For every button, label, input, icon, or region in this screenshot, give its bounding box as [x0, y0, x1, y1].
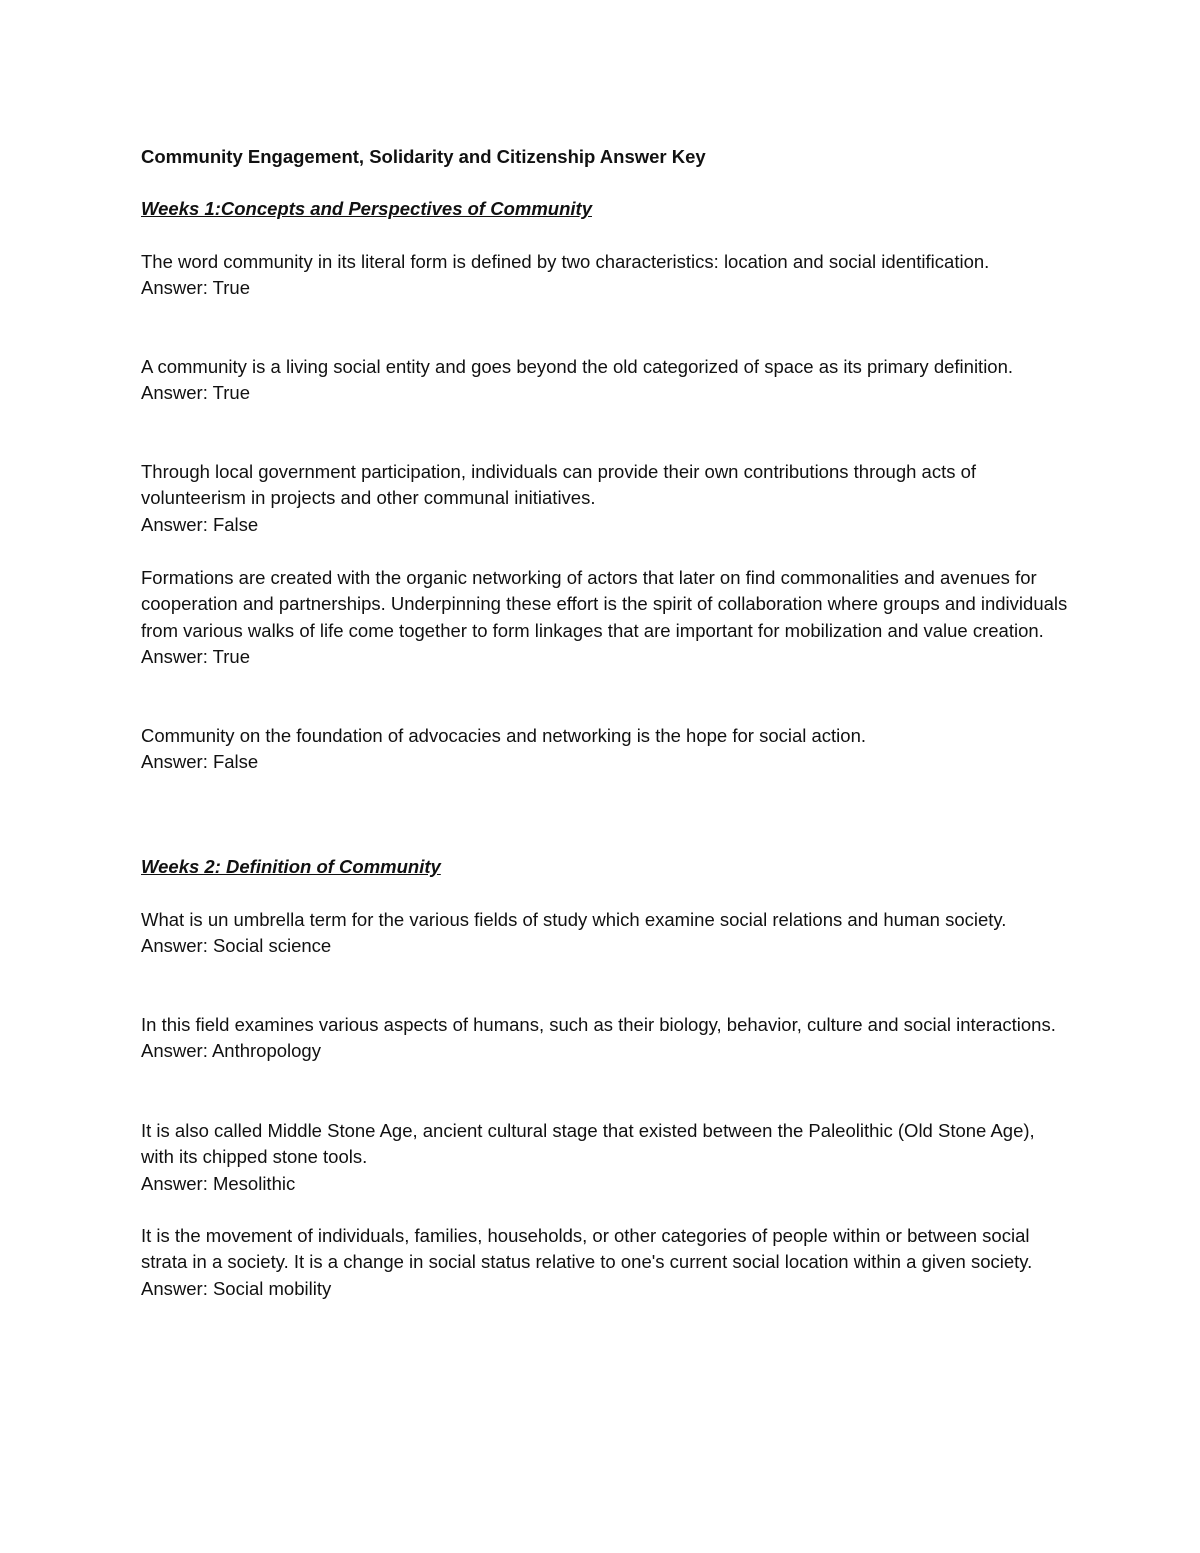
qa-item: [141, 354, 1071, 407]
qa-item: [141, 565, 1071, 670]
question-text: A community is a living social entity and goes beyond the old categorized of space as its primary definition.: [141, 356, 1014, 377]
question-text: What is un umbrella term for the various fields of study which examine social relations and human society.: [141, 909, 1007, 930]
answer-text: Answer: False: [141, 513, 259, 535]
answer-text: Answer: True: [141, 382, 250, 404]
question-text: Community on the foundation of advocacies and networking is the hope for social action.: [141, 725, 867, 746]
answer-text: Answer: Anthropology: [141, 1040, 321, 1062]
qa-item: [141, 907, 1071, 960]
answer-text: Answer: True: [141, 277, 250, 299]
answer-text: Answer: Mesolithic: [141, 1172, 296, 1194]
qa-item: [141, 249, 1071, 302]
document-title: Community Engagement, Solidarity and Citizenship Answer Key: [141, 146, 706, 167]
qa-item: [141, 1223, 1071, 1302]
question-text: It is the movement of individuals, families, households, or other categories of people within or between social strata in a society. It is a change in social status relative to one's current social location within a given society.: [141, 1225, 1033, 1273]
answer-text: Answer: Social science: [141, 935, 332, 957]
answer-text: Answer: True: [141, 645, 250, 667]
qa-item: [141, 1012, 1071, 1065]
question-text: In this field examines various aspects of humans, such as their biology, behavior, culture and social interactions.: [141, 1014, 1056, 1035]
answer-text: Answer: False: [141, 751, 259, 773]
question-text: Formations are created with the organic networking of actors that later on find commonalities and avenues for cooperation and partnerships. Underpinning these effort is the spirit of collaboration where groups and individuals from various walks of life come together to form linkages that are important for mobilization and value creation.: [141, 567, 1068, 641]
qa-item: [141, 1118, 1071, 1197]
qa-item: [141, 459, 1071, 538]
section-heading-week-1: Weeks 1:Concepts and Perspectives of Community: [141, 198, 592, 219]
section-heading-week-2: Weeks 2: Definition of Community: [141, 856, 441, 877]
question-text: The word community in its literal form is defined by two characteristics: location and social identification.: [141, 251, 990, 272]
answer-text: Answer: Social mobility: [141, 1277, 332, 1299]
question-text: Through local government participation, individuals can provide their own contributions through acts of volunteerism in projects and other communal initiatives.: [141, 461, 977, 509]
question-text: It is also called Middle Stone Age, ancient cultural stage that existed between the Paleolithic (Old Stone Age), with its chipped stone tools.: [141, 1120, 1035, 1168]
qa-item: [141, 723, 1071, 776]
